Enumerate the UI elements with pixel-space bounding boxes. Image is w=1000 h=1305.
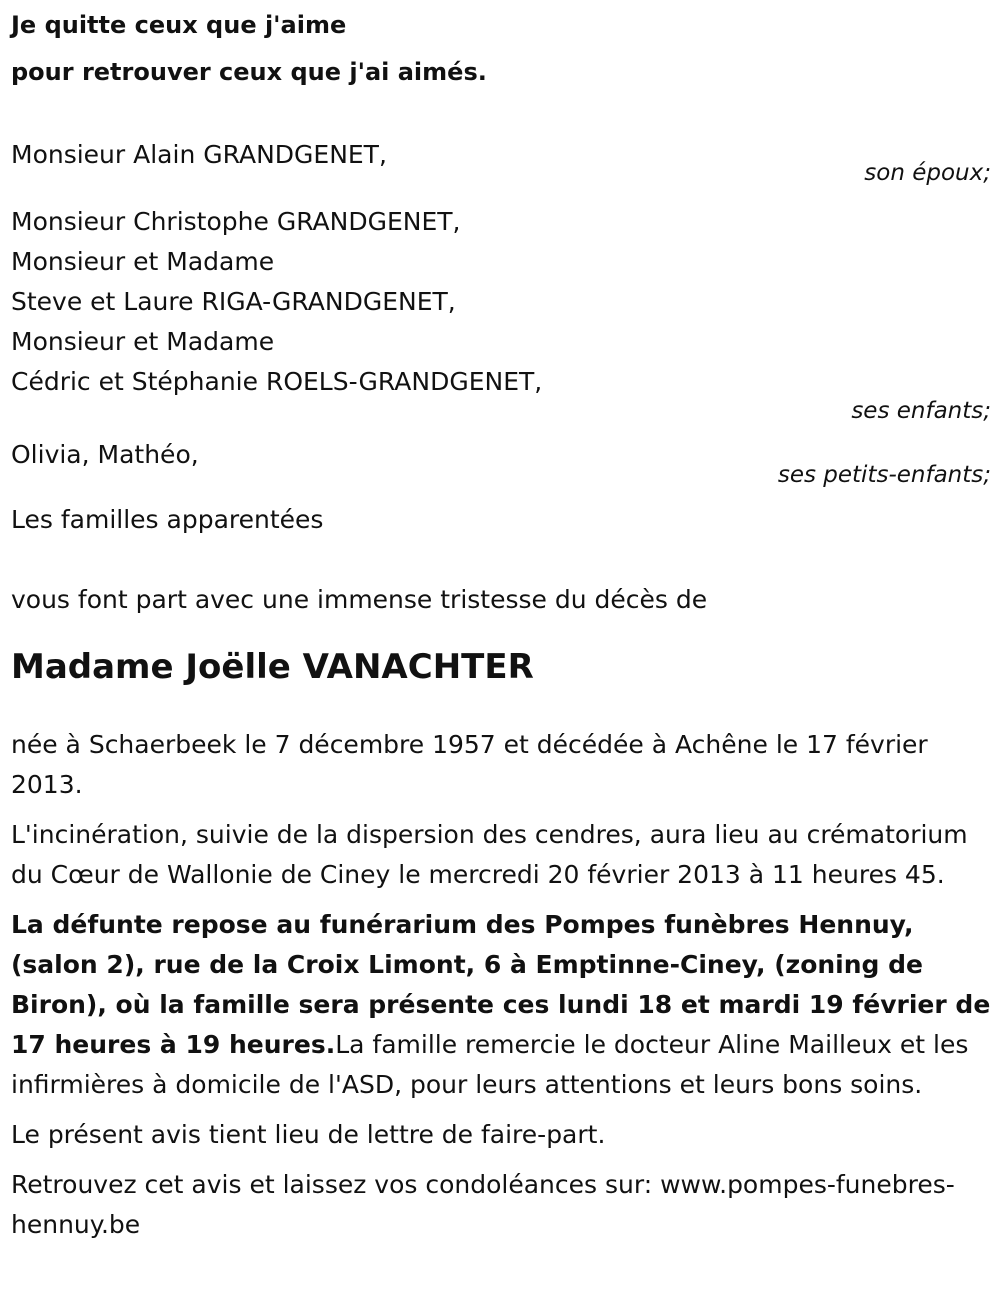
epigraph-line-2: pour retrouver ceux que j'ai aimés. xyxy=(11,58,487,86)
grandchildren-role: ses petits-enfants; xyxy=(777,462,991,488)
thanks-text: La famille remercie le docteur Aline Mailleux et les infirmières à domicile de l'ASD, pour leurs attentions et leurs bons soins. xyxy=(11,1030,969,1099)
visitation-info: La défunte repose au funérarium des Pompes funèbres Hennuy, (salon 2), rue de la Croix Limont, 6 à Emptinne-Ciney, (zoning de Biron), où la famille sera présente ces lundi 18 et mardi 19 février de 17 heures à 19 heures. xyxy=(11,910,991,1059)
visitation-paragraph xyxy=(11,905,991,1105)
children-role: ses enfants; xyxy=(851,398,991,424)
child-line: Monsieur Christophe GRANDGENET, xyxy=(11,207,461,236)
epigraph-line-1: Je quitte ceux que j'aime xyxy=(11,11,347,39)
spouse-role: son époux; xyxy=(864,160,991,186)
birth-death-text: née à Schaerbeek le 7 décembre 1957 et décédée à Achêne le 17 février 2013. xyxy=(11,730,928,799)
relatives: Les familles apparentées xyxy=(11,505,324,534)
child-line: Monsieur et Madame xyxy=(11,327,275,356)
epigraph xyxy=(11,2,991,96)
spouse-name: Monsieur Alain GRANDGENET, xyxy=(11,140,387,169)
grandchildren-names: Olivia, Mathéo, xyxy=(11,440,199,469)
obituary-notice xyxy=(11,0,991,1245)
deceased-name: Madame Joëlle VANACHTER xyxy=(11,647,534,687)
child-line: Cédric et Stéphanie ROELS-GRANDGENET, xyxy=(11,367,543,396)
condolences-text: Retrouvez cet avis et laissez vos condoléances sur: www.pompes-funebres-hennuy.be xyxy=(11,1170,955,1239)
ceremony-text: L'incinération, suivie de la dispersion des cendres, aura lieu au crématorium du Cœur de Wallonie de Ciney le mercredi 20 février 2013 à 11 heures 45. xyxy=(11,820,968,889)
announcement-text: vous font part avec une immense tristesse du décès de xyxy=(11,585,708,614)
child-line: Monsieur et Madame xyxy=(11,247,275,276)
notice-text: Le présent avis tient lieu de lettre de faire-part. xyxy=(11,1120,606,1149)
child-line: Steve et Laure RIGA-GRANDGENET, xyxy=(11,287,456,316)
children-list xyxy=(11,202,991,402)
